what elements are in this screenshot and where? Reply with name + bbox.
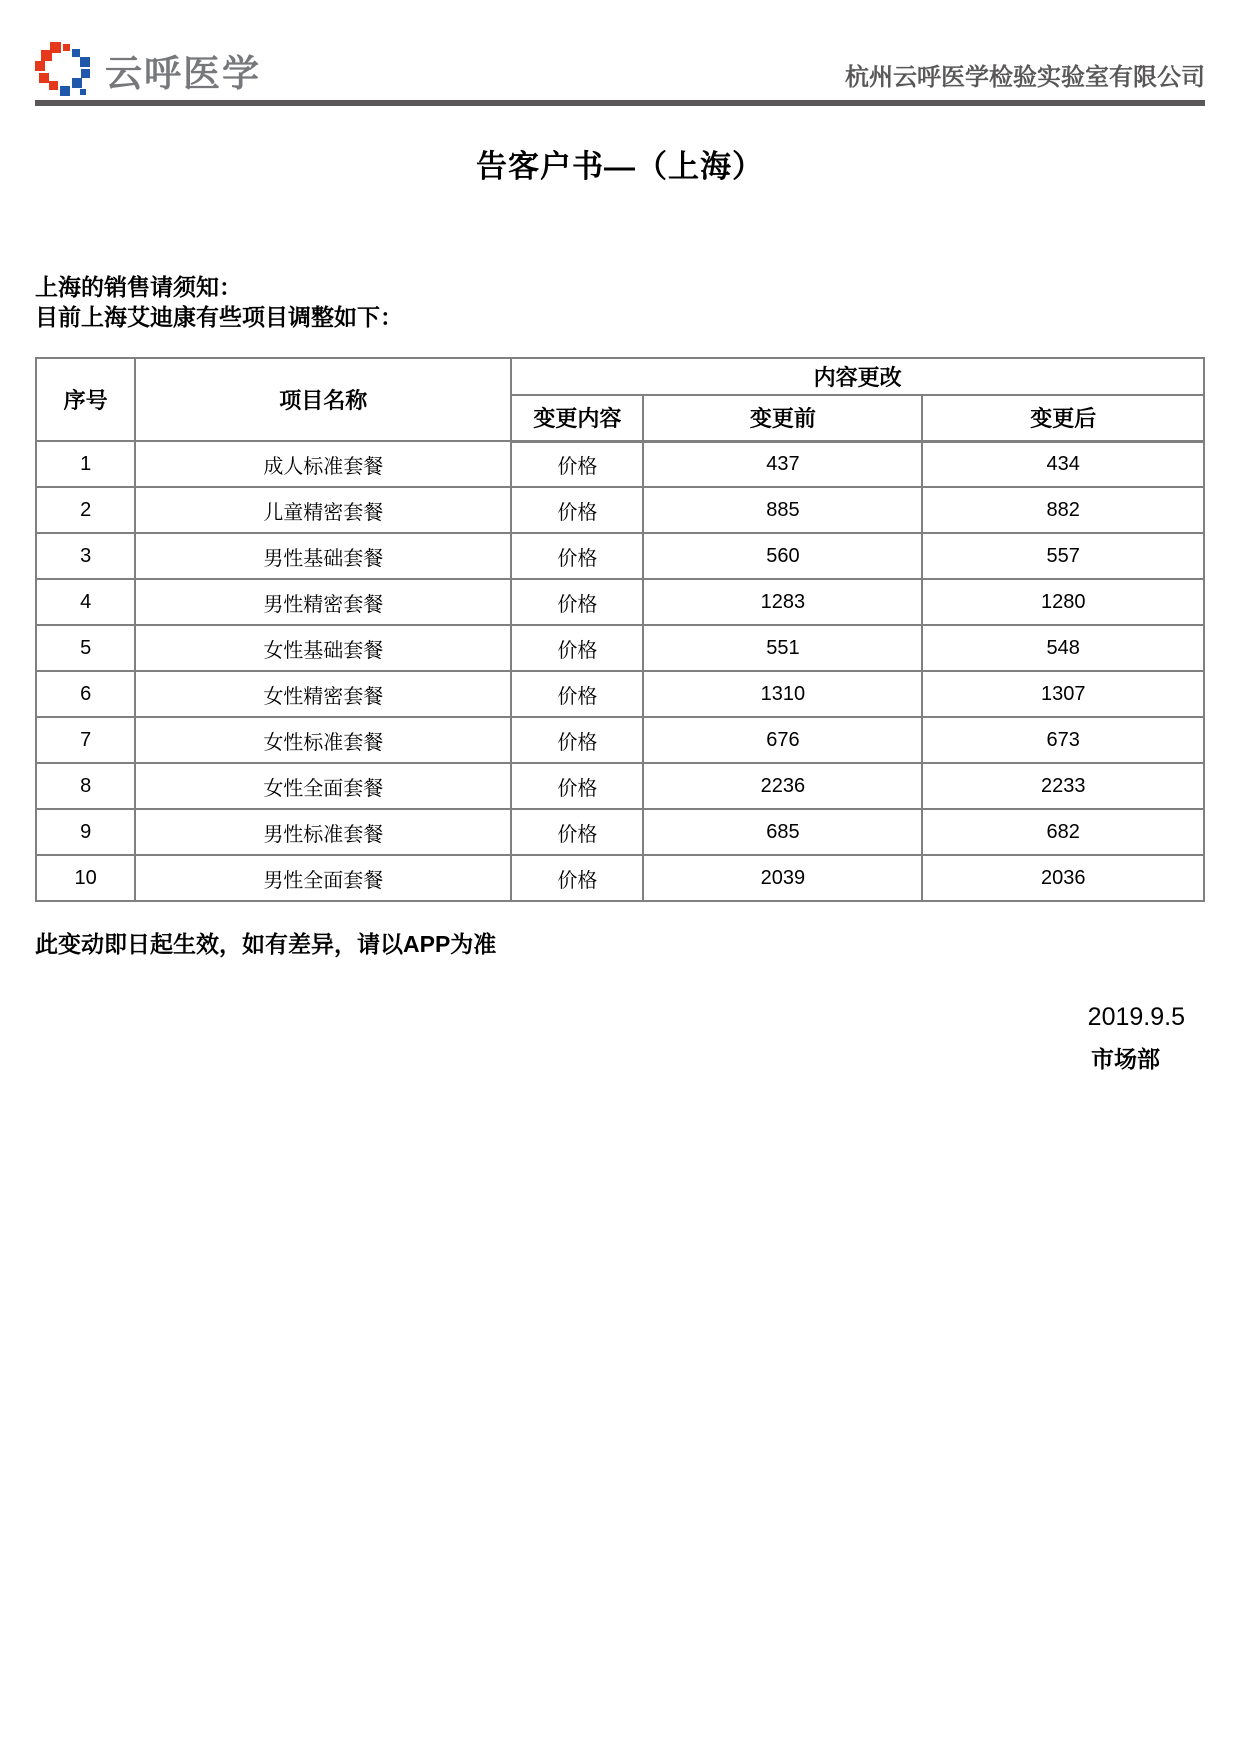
table-row	[36, 717, 1204, 763]
cell-change-type: 价格	[511, 487, 643, 533]
logo-blue-pixels	[60, 49, 90, 96]
cell-project: 男性全面套餐	[135, 855, 511, 901]
col-header-after: 变更后	[922, 395, 1204, 441]
brand-logo	[35, 42, 261, 98]
cell-after: 557	[922, 533, 1204, 579]
logo-red-pixels	[35, 42, 70, 90]
cell-before: 560	[643, 533, 922, 579]
col-header-change-group: 内容更改	[511, 358, 1204, 395]
cell-before: 1310	[643, 671, 922, 717]
cell-before: 685	[643, 809, 922, 855]
intro-block	[35, 272, 1205, 332]
cell-before: 1283	[643, 579, 922, 625]
cell-project: 男性基础套餐	[135, 533, 511, 579]
price-change-table	[35, 357, 1205, 902]
cell-before: 676	[643, 717, 922, 763]
col-header-change-type: 变更内容	[511, 395, 643, 441]
cell-project: 女性精密套餐	[135, 671, 511, 717]
cell-index: 8	[36, 763, 135, 809]
cell-change-type: 价格	[511, 809, 643, 855]
effective-note: 此变动即日起生效，如有差异，请以APP为准	[35, 931, 497, 957]
intro-line-2: 目前上海艾迪康有些项目调整如下：	[35, 304, 403, 330]
table-row	[36, 487, 1204, 533]
signature-department: 市场部	[1091, 1046, 1160, 1072]
cell-project: 男性精密套餐	[135, 579, 511, 625]
table-header-row-1	[36, 358, 1204, 395]
cell-after: 434	[922, 441, 1204, 487]
col-header-project: 项目名称	[135, 358, 511, 441]
cell-after: 2233	[922, 763, 1204, 809]
cell-after: 682	[922, 809, 1204, 855]
cell-index: 7	[36, 717, 135, 763]
cell-change-type: 价格	[511, 671, 643, 717]
page-header	[35, 0, 1205, 98]
cell-index: 3	[36, 533, 135, 579]
cell-change-type: 价格	[511, 717, 643, 763]
cell-index: 1	[36, 441, 135, 487]
cell-index: 10	[36, 855, 135, 901]
signature-block	[35, 1003, 1205, 1074]
logo-text: 云呼医学	[105, 53, 261, 94]
cell-project: 女性标准套餐	[135, 717, 511, 763]
header-divider	[35, 100, 1205, 106]
cell-after: 673	[922, 717, 1204, 763]
cell-after: 1307	[922, 671, 1204, 717]
cell-index: 4	[36, 579, 135, 625]
cell-after: 882	[922, 487, 1204, 533]
cell-index: 2	[36, 487, 135, 533]
intro-line-1: 上海的销售请须知：	[35, 274, 242, 300]
cell-change-type: 价格	[511, 579, 643, 625]
table-row	[36, 809, 1204, 855]
cell-change-type: 价格	[511, 625, 643, 671]
cell-before: 885	[643, 487, 922, 533]
company-name: 杭州云呼医学检验实验室有限公司	[845, 64, 1205, 91]
cell-change-type: 价格	[511, 763, 643, 809]
cell-project: 女性全面套餐	[135, 763, 511, 809]
table-row	[36, 763, 1204, 809]
cell-change-type: 价格	[511, 533, 643, 579]
cell-before: 551	[643, 625, 922, 671]
cell-before: 2236	[643, 763, 922, 809]
table-row	[36, 579, 1204, 625]
cell-after: 2036	[922, 855, 1204, 901]
cell-project: 儿童精密套餐	[135, 487, 511, 533]
cell-after: 1280	[922, 579, 1204, 625]
cell-index: 5	[36, 625, 135, 671]
cell-change-type: 价格	[511, 441, 643, 487]
table-row	[36, 441, 1204, 487]
page-title: 告客户书—（上海）	[476, 149, 764, 184]
col-header-before: 变更前	[643, 395, 922, 441]
pixel-cross-logo-icon	[35, 42, 91, 98]
cell-before: 2039	[643, 855, 922, 901]
cell-project: 成人标准套餐	[135, 441, 511, 487]
cell-project: 男性标准套餐	[135, 809, 511, 855]
cell-before: 437	[643, 441, 922, 487]
table-row	[36, 533, 1204, 579]
cell-change-type: 价格	[511, 855, 643, 901]
table-row	[36, 855, 1204, 901]
cell-index: 9	[36, 809, 135, 855]
cell-index: 6	[36, 671, 135, 717]
table-row	[36, 671, 1204, 717]
cell-after: 548	[922, 625, 1204, 671]
table-row	[36, 625, 1204, 671]
signature-date: 2019.9.5	[1087, 1003, 1185, 1031]
cell-project: 女性基础套餐	[135, 625, 511, 671]
col-header-index: 序号	[36, 358, 135, 441]
